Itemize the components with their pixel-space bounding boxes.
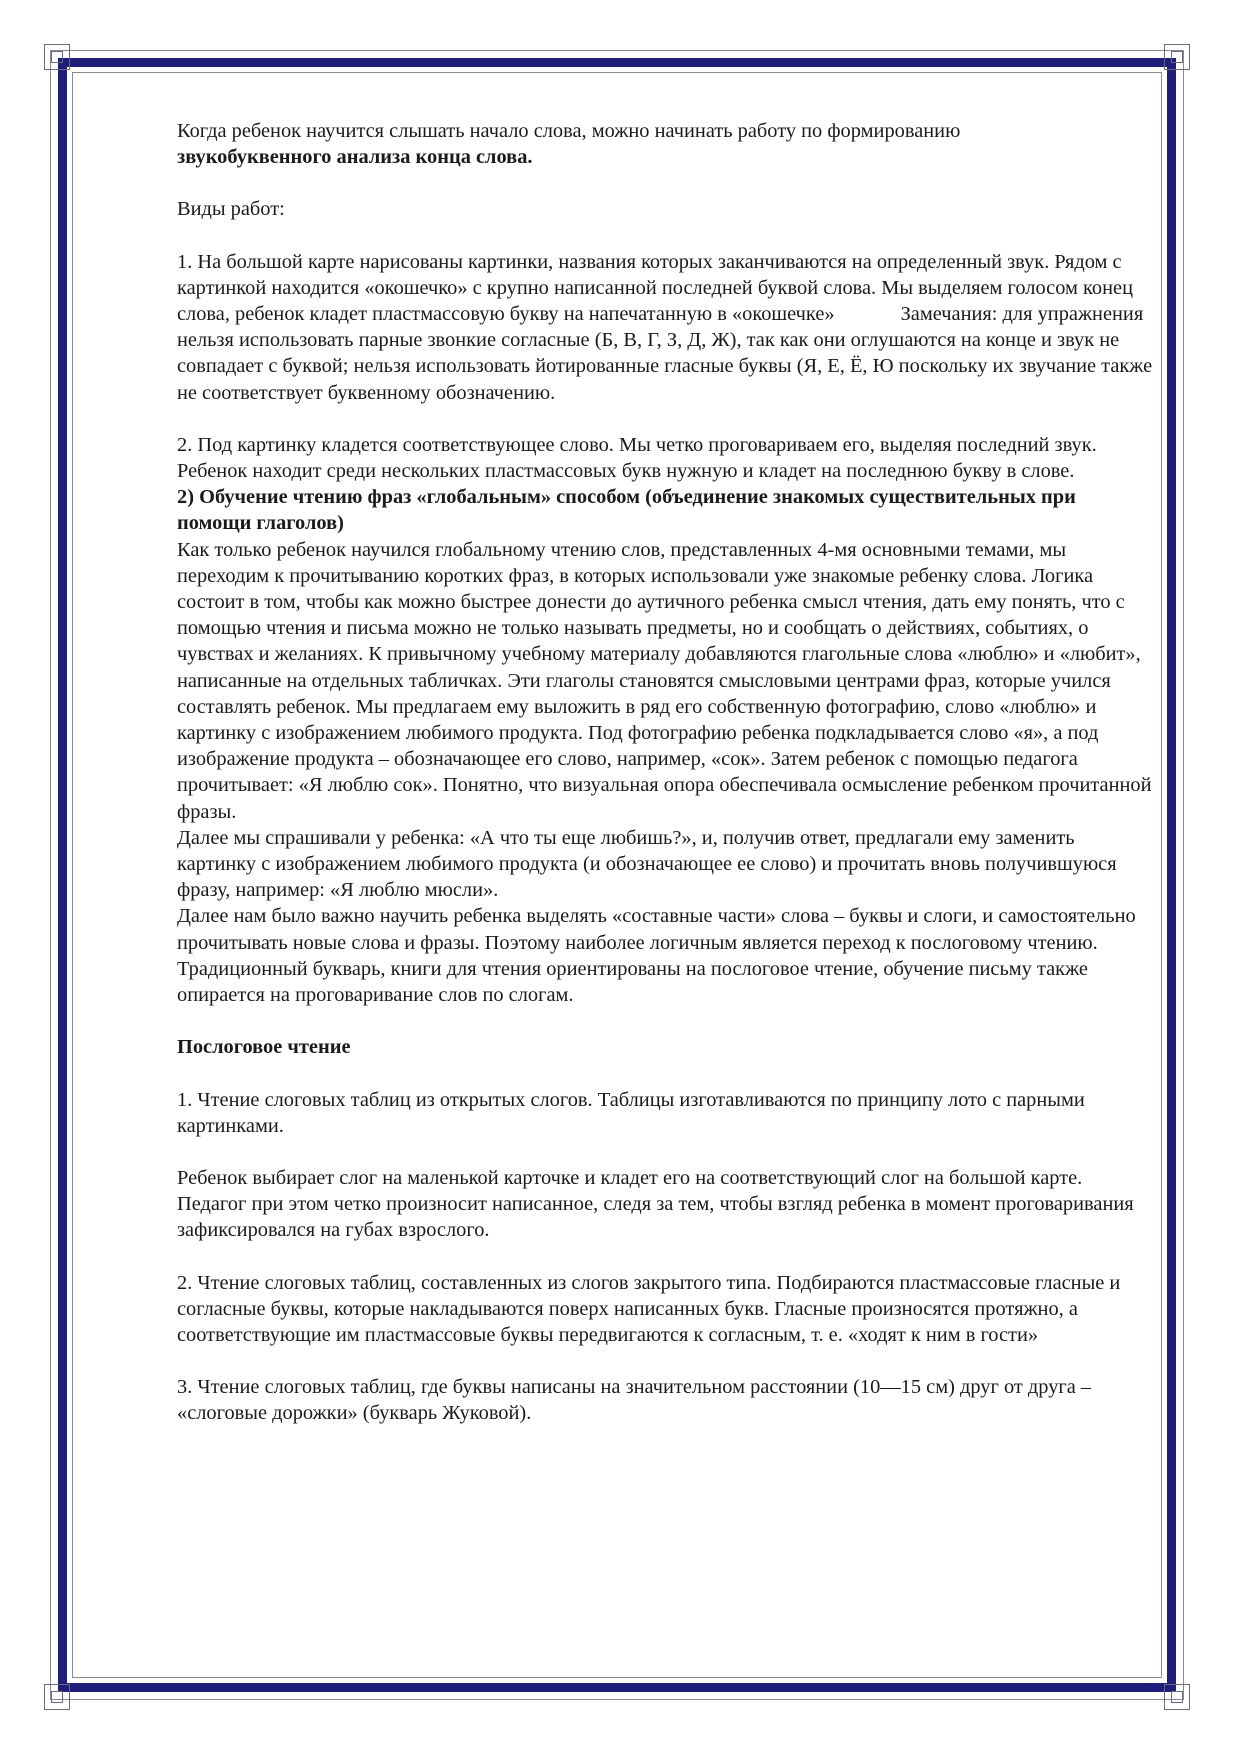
syllable-item-2: 2. Чтение слоговых таблиц, составленных из слогов закрытого типа. Подбираются пластмассовые гласные и согласные буквы, которые накладываются поверх написанных букв. Гласные произносятся протяжно, а соответствующие им пластмассовые буквы передвигаются к согласным, т. е. «ходят к ним в гости» xyxy=(177,1271,1121,1346)
corner-ornament-top-left xyxy=(44,44,70,70)
section-2-heading: 2) Обучение чтению фраз «глобальным» способом (объединение знакомых существительных при помощи глаголов) xyxy=(177,486,1076,535)
section-2-paragraph-1: Как только ребенок научился глобальному чтению слов, представленных 4-мя основными темами, мы переходим к прочитыванию коротких фраз, в которых использовали уже знакомые ребенку слова. Логика состоит в том, чтобы как можно быстрее донести до аутичного ребенка смысл чтения, дать ему понять, что с помощью чтения и письма можно не только называть предметы, но и сообщать о действиях, событиях, о чувствах и желаниях. К привычному учебному материалу добавляются глагольные слова «люблю» и «любит», написанные на отдельных табличках. Эти глаголы становятся смысловыми центрами фраз, которые учился составлять ребенок. Мы предлагаем ему выложить в ряд его собственную фотографию, слово «люблю» и картинку с изображением любимого продукта. Под фотографию ребенка подкладывается слово «я», а под изображение продукта – обозначающее его слово, например, «сок». Затем ребенок с помощью педагога прочитывает: «Я люблю сок». Понятно, что визуальная опора обеспечивала осмысление ребенком прочитанной фразы. xyxy=(177,538,1152,823)
task-1-text: 1. На большой карте нарисованы картинки, названия которых заканчиваются на определенный звук. Рядом с картинкой находится «окошечко» с крупно написанной последней буквой слова. Мы выделяем голосом конец слова, ребенок кладет пластмассовую букву на напечатанную в «окошечке» xyxy=(177,250,1133,326)
syllable-item-1: 1. Чтение слоговых таблиц из открытых слогов. Таблицы изготавливаются по принципу лото с парными картинками. xyxy=(177,1088,1085,1137)
intro-paragraph xyxy=(177,118,1155,170)
task-2-paragraph: 2. Под картинку кладется соответствующее слово. Мы четко проговариваем его, выделяя последний звук. Ребенок находит среди нескольких пластмассовых букв нужную и кладет на последнюю букву в слове. xyxy=(177,433,1097,483)
corner-ornament-top-right xyxy=(1164,44,1190,70)
section-2-paragraph-3: Далее нам было важно научить ребенка выделять «составные части» слова – буквы и слоги, и самостоятельно прочитывать новые слова и фразы. Поэтому наиболее логичным является переход к послоговому чтению. Традиционный букварь, книги для чтения ориентированы на послоговое чтение, обучение письму также опирается на проговаривание слов по слогам. xyxy=(177,905,1136,1007)
task-1-remarks: Замечания: для упражнения нельзя использовать парные звонкие согласные (Б, В, Г, З, Д, Ж), так как они оглушаются на конце и звук не совпадает с буквой; нельзя использовать йотированные гласные буквы (Я, Е, Ё, Ю поскольку их звучание также не соответствует буквенному обозначению. xyxy=(177,303,1153,404)
types-heading: Виды работ: xyxy=(177,198,285,221)
syllable-item-1-detail: Ребенок выбирает слог на маленькой карточке и кладет его на соответствующий слог на большой карте. Педагог при этом четко произносит написанное, следя за тем, чтобы взгляд ребенка в момент проговаривания зафиксировался на губах взрослого. xyxy=(177,1166,1134,1242)
intro-bold-text: звукобуквенного анализа конца слова. xyxy=(177,146,533,169)
task-1-paragraph xyxy=(177,249,1155,406)
syllable-item-3: 3. Чтение слоговых таблиц, где буквы написаны на значительном расстоянии (10—15 см) друг от друга – «слоговые дорожки» (букварь Жуковой). xyxy=(177,1376,1092,1425)
intro-text: Когда ребенок научится слышать начало слова, можно начинать работу по формированию xyxy=(177,120,961,142)
page-content xyxy=(177,118,1155,1427)
corner-ornament-bottom-right xyxy=(1164,1684,1190,1710)
syllable-reading-heading: Послоговое чтение xyxy=(177,1036,351,1059)
corner-ornament-bottom-left xyxy=(44,1684,70,1710)
section-2-paragraph-2: Далее мы спрашивали у ребенка: «А что ты еще любишь?», и, получив ответ, предлагали ему заменить картинку с изображением любимого продукта (и обозначающее ее слово) и прочитать вновь получившуюся фразу, например: «Я люблю мюсли». xyxy=(177,826,1117,902)
